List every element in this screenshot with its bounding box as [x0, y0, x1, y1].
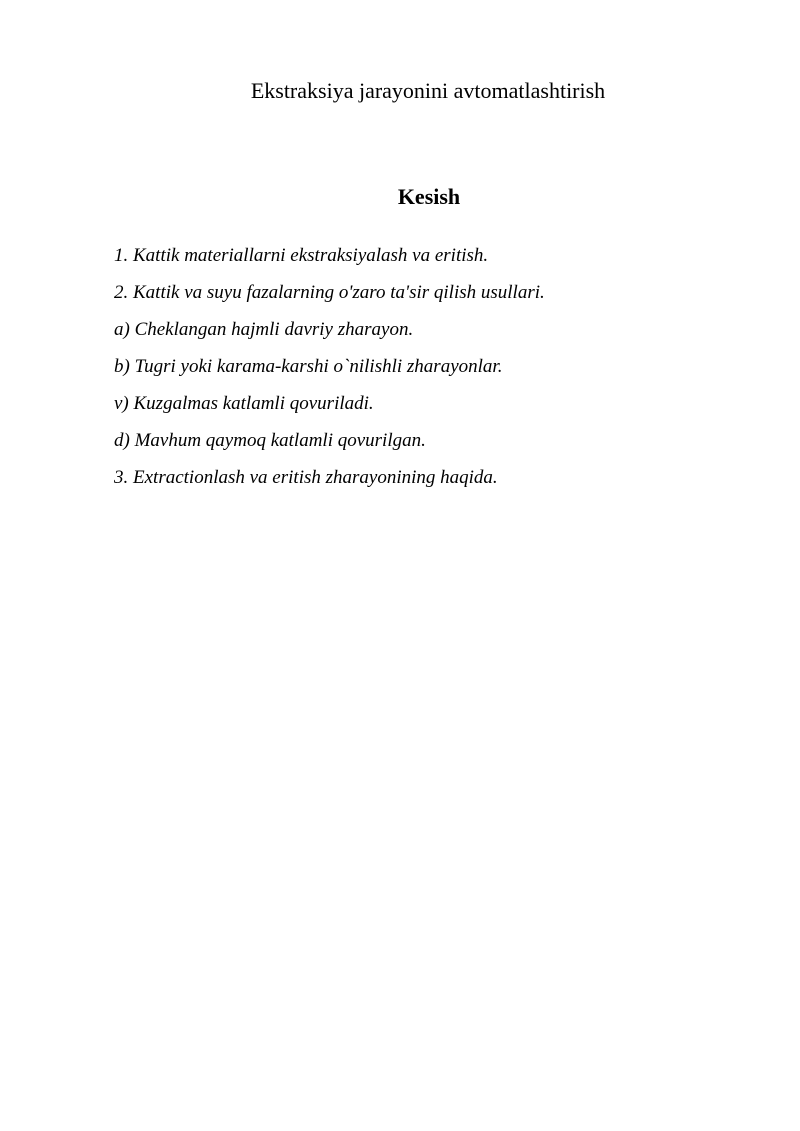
- list-item: 3. Extractionlash va eritish zharayonining haqida.: [114, 467, 498, 488]
- list-item: v) Kuzgalmas katlamli qovuriladi.: [114, 393, 374, 414]
- list-item: 1. Kattik materiallarni ekstraksiyalash va eritish.: [114, 245, 489, 266]
- document-title: Ekstraksiya jarayonini avtomatlashtirish: [250, 78, 606, 103]
- list-item: d) Mavhum qaymoq katlamli qovurilgan.: [114, 430, 426, 451]
- section-heading: Kesish: [397, 184, 461, 209]
- list-item: 2. Kattik va suyu fazalarning o'zaro ta'sir qilish usullari.: [114, 282, 545, 303]
- list-item: b) Tugri yoki karama-karshi o`nilishli zharayonlar.: [114, 356, 503, 377]
- item-list: [114, 243, 545, 502]
- list-item: a) Cheklangan hajmli davriy zharayon.: [114, 319, 414, 340]
